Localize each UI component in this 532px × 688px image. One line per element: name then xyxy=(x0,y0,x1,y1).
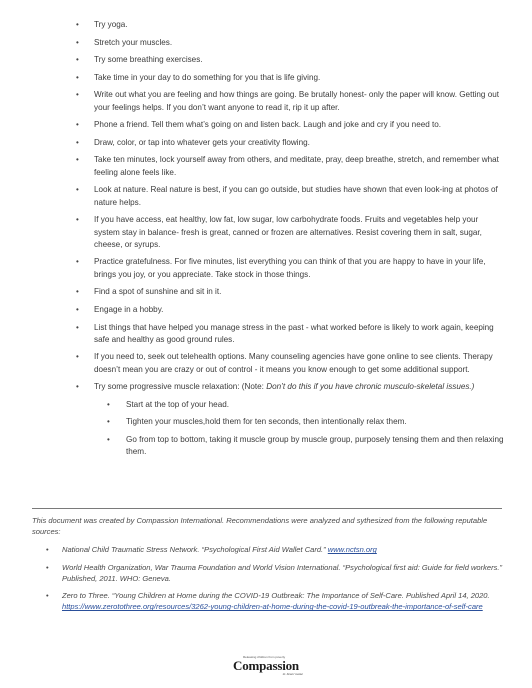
relaxation-steps xyxy=(94,399,504,459)
step-text: Go from top to bottom, taking it muscle group by muscle group, purposely tensing them and then relaxing them. xyxy=(126,434,504,457)
list-item xyxy=(94,434,504,459)
list-item xyxy=(74,72,504,84)
source-item xyxy=(32,562,502,584)
source-text: Zero to Three. “Young Children at Home during the COVID-19 Outbreak: The Importance of Self-Care. Published April 14, 2020. xyxy=(62,591,490,601)
tip-text: Look at nature. Real nature is best, if you can go outside, but studies have shown that even look-ing at photos of nature helps. xyxy=(94,185,498,207)
source-item xyxy=(32,590,502,612)
tip-text: If you have access, eat healthy, low fat, low sugar, low carbohydrate foods. Fruits and vegetables help your system stay in balance- fresh is great, canned or frozen are alternatives. Resist covering them in salt, sugar, cheese, or syrups. xyxy=(94,215,482,249)
logo-top-line: Releasing children from poverty xyxy=(243,655,286,659)
list-item xyxy=(74,184,504,209)
source-link[interactable]: https://www.zerotothree.org/resources/3262-young-children-at-home-during-the-covid-19-outbreak-the-importance-of-self-care xyxy=(62,602,483,612)
tip-text: Try some progressive muscle relaxation: (Note: xyxy=(94,382,267,392)
logo-tagline: in Jesus' name xyxy=(282,672,303,676)
list-item xyxy=(74,137,504,149)
list-item xyxy=(94,399,504,411)
tip-text: Draw, color, or tap into whatever gets your creativity flowing. xyxy=(94,137,310,147)
tip-text: Take time in your day to do something for you that is life giving. xyxy=(94,72,321,82)
list-item xyxy=(94,416,504,428)
divider xyxy=(32,508,502,509)
list-item xyxy=(74,286,504,298)
tip-text: Write out what you are feeling and how things are going. Be brutally honest- only the paper will know. Getting out your feelings helps. If you don’t want anyone to read it, rip it up after. xyxy=(94,90,499,112)
tip-text: List things that have helped you manage stress in the past - what worked before is likely to work again, keeping safe and healthy as good ground rules. xyxy=(94,322,494,344)
list-item xyxy=(74,256,504,281)
source-item xyxy=(32,544,502,555)
tip-text: Take ten minutes, lock yourself away from others, and meditate, pray, deep breathe, stretch, and remember what feeling alone feels like. xyxy=(94,155,499,177)
tip-text: Find a spot of sunshine and sit in it. xyxy=(94,287,222,297)
list-item xyxy=(74,54,504,66)
list-item xyxy=(74,154,504,179)
tips-list xyxy=(74,19,504,464)
list-item xyxy=(74,304,504,316)
compassion-logo xyxy=(221,655,311,679)
tip-text: Try some breathing exercises. xyxy=(94,55,203,65)
tip-text: Try yoga. xyxy=(94,20,128,29)
source-text: World Health Organization, War Trauma Foundation and World Vision International. “Psychological first aid: Guide for field workers.” Published, 2011. WHO: Geneva. xyxy=(62,562,503,583)
tip-text: Phone a friend. Tell them what’s going on and listen back. Laugh and joke and cry if you need to. xyxy=(94,120,442,130)
tip-text: Practice gratefulness. For five minutes, list everything you can think of that you are happy to have in your life, brings you joy, or you appreciate. Take stock in those things. xyxy=(94,257,486,279)
list-item xyxy=(74,214,504,251)
tip-text: Stretch your muscles. xyxy=(94,37,173,47)
list-item xyxy=(74,381,504,458)
step-text: Tighten your muscles,hold them for ten seconds, then intentionally relax them. xyxy=(126,417,407,427)
list-item xyxy=(74,89,504,114)
list-item xyxy=(74,37,504,49)
list-item xyxy=(74,119,504,131)
tip-text: If you need to, seek out telehealth options. Many counseling agencies have gone online to see clients. Therapy doesn’t mean you are crazy or out of control - it means you know enough to get some additional support. xyxy=(94,352,493,374)
sources-list xyxy=(32,544,502,612)
list-item xyxy=(74,19,504,31)
sources-footer xyxy=(32,515,502,618)
step-text: Start at the top of your head. xyxy=(126,399,229,409)
source-link[interactable]: www.nctsn.org xyxy=(327,545,377,555)
logo-name: Compassion xyxy=(233,658,299,673)
list-item xyxy=(74,351,504,376)
source-text: National Child Traumatic Stress Network. “Psychological First Aid Wallet Card.” xyxy=(62,545,328,555)
list-item xyxy=(74,322,504,347)
tip-text: Engage in a hobby. xyxy=(94,304,164,314)
footer-intro: This document was created by Compassion International. Recommendations were analyzed and sythesized from the following reputable sources: xyxy=(32,516,488,537)
tip-note: Don’t do this if you have chronic musculo-skeletal issues.) xyxy=(266,382,475,392)
